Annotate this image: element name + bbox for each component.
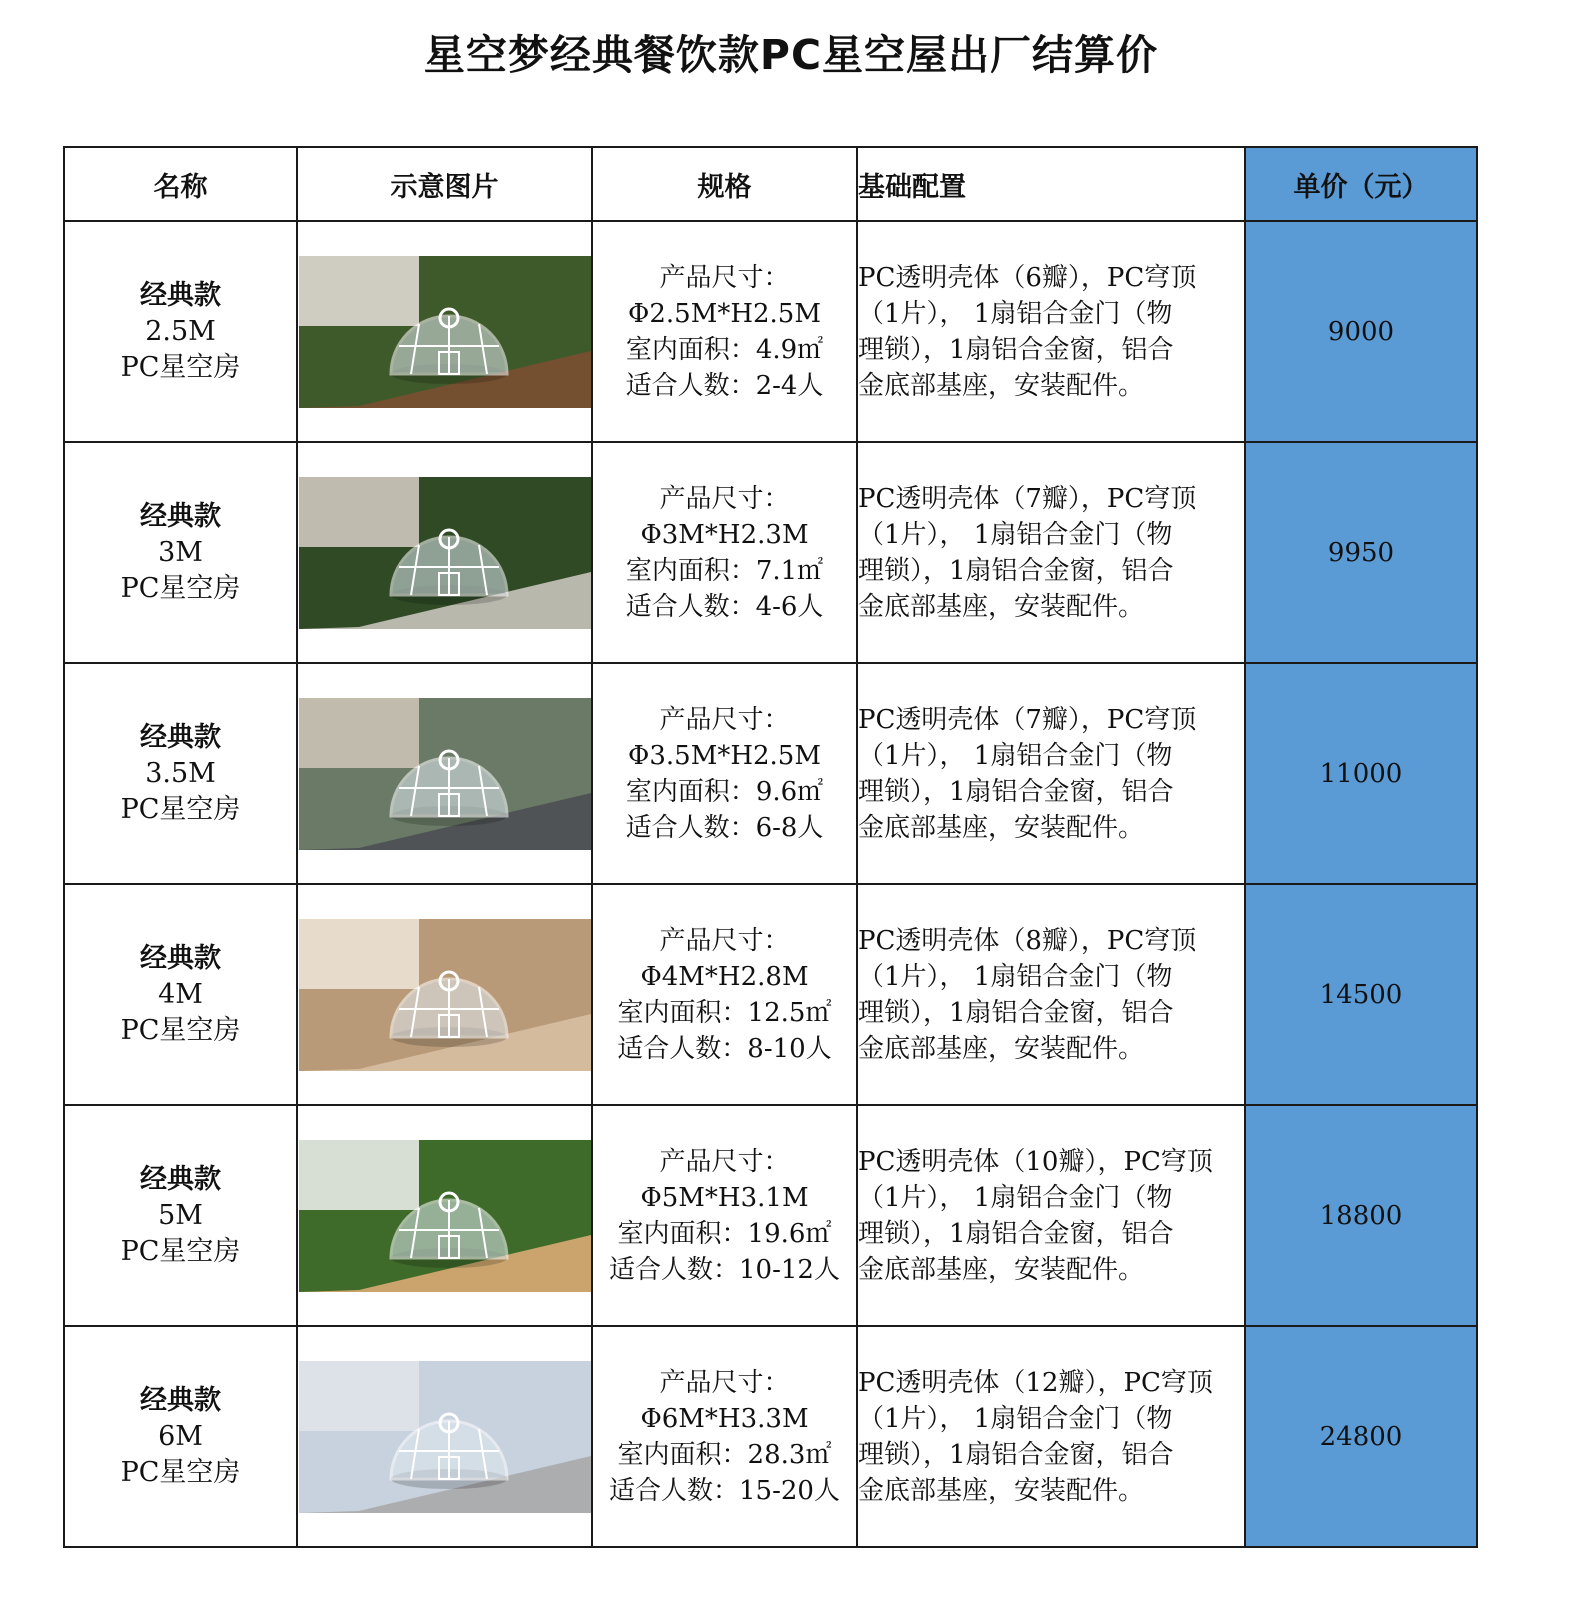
config-line: 理锁），1扇铝合金窗，铝合: [858, 997, 1174, 1028]
config-line: 金底部基座，安装配件。: [858, 370, 1145, 401]
product-config: [857, 884, 1245, 1105]
config-line: 理锁），1扇铝合金窗，铝合: [858, 1218, 1174, 1249]
config-line: PC透明壳体（7瓣），PC穹顶: [858, 483, 1197, 514]
product-name: [64, 663, 297, 884]
table-row: [64, 221, 1477, 442]
product-name: [64, 221, 297, 442]
table-header-row: [64, 147, 1477, 221]
product-name-line: 2.5M: [145, 315, 216, 347]
product-spec: [592, 663, 857, 884]
product-config: [857, 1105, 1245, 1326]
price-table: [63, 146, 1478, 1548]
product-name-line: PC星空房: [120, 1014, 241, 1046]
spec-line: Φ4M*H2.8M: [640, 961, 809, 992]
table-row: [64, 1105, 1477, 1326]
product-name-line: PC星空房: [120, 793, 241, 825]
product-name-line: 经典款: [140, 500, 221, 532]
product-photo-cell: [297, 442, 592, 663]
product-config: [857, 442, 1245, 663]
product-spec: [592, 221, 857, 442]
product-name-line: PC星空房: [120, 351, 241, 383]
product-price: 11000: [1245, 663, 1477, 884]
product-config: [857, 663, 1245, 884]
config-line: （1片）， 1扇铝合金门（物: [858, 1182, 1173, 1213]
config-line: 理锁），1扇铝合金窗，铝合: [858, 1439, 1174, 1470]
spec-line: 产品尺寸：: [659, 483, 790, 514]
config-line: 金底部基座，安装配件。: [858, 1254, 1145, 1285]
spec-line: 产品尺寸：: [659, 704, 790, 735]
product-name-line: 5M: [158, 1199, 203, 1231]
page-title: 星空梦经典餐饮款PC星空屋出厂结算价: [423, 31, 1159, 79]
spec-line: Φ3.5M*H2.5M: [628, 740, 821, 771]
spec-line: Φ6M*H3.3M: [640, 1403, 809, 1434]
product-photo-cell: [297, 221, 592, 442]
config-line: （1片）， 1扇铝合金门（物: [858, 519, 1173, 550]
product-price: 9950: [1245, 442, 1477, 663]
dome-photo-icon: [299, 698, 591, 850]
product-photo-cell: [297, 1105, 592, 1326]
spec-line: 室内面积：28.3㎡: [617, 1439, 832, 1470]
spec-line: 产品尺寸：: [659, 262, 790, 293]
spec-line: Φ5M*H3.1M: [640, 1182, 809, 1213]
spec-line: 室内面积：19.6㎡: [617, 1218, 832, 1249]
product-price: 18800: [1245, 1105, 1477, 1326]
config-line: PC透明壳体（8瓣），PC穹顶: [858, 925, 1197, 956]
product-name: [64, 1105, 297, 1326]
config-line: 金底部基座，安装配件。: [858, 812, 1145, 843]
product-price: 9000: [1245, 221, 1477, 442]
header-spec: 规格: [592, 147, 857, 221]
spec-line: 适合人数：15-20人: [609, 1475, 840, 1506]
header-name: 名称: [64, 147, 297, 221]
spec-line: 产品尺寸：: [659, 925, 790, 956]
product-name-line: PC星空房: [120, 1235, 241, 1267]
product-photo-cell: [297, 884, 592, 1105]
product-name-line: 经典款: [140, 721, 221, 753]
config-line: 理锁），1扇铝合金窗，铝合: [858, 776, 1174, 807]
spec-line: 适合人数：2-4人: [625, 370, 824, 401]
config-line: 理锁），1扇铝合金窗，铝合: [858, 334, 1174, 365]
product-photo-cell: [297, 663, 592, 884]
header-image: 示意图片: [297, 147, 592, 221]
dome-photo-icon: [299, 1361, 591, 1513]
config-line: PC透明壳体（7瓣），PC穹顶: [858, 704, 1197, 735]
product-config: [857, 221, 1245, 442]
spec-line: 室内面积：12.5㎡: [617, 997, 832, 1028]
table-row: [64, 1326, 1477, 1547]
product-config: [857, 1326, 1245, 1547]
spec-line: Φ3M*H2.3M: [640, 519, 809, 550]
product-spec: [592, 1326, 857, 1547]
product-name-line: 4M: [158, 978, 203, 1010]
config-line: 理锁），1扇铝合金窗，铝合: [858, 555, 1174, 586]
dome-photo-icon: [299, 919, 591, 1071]
config-line: （1片）， 1扇铝合金门（物: [858, 740, 1173, 771]
product-price: 24800: [1245, 1326, 1477, 1547]
dome-photo-icon: [299, 477, 591, 629]
product-photo-cell: [297, 1326, 592, 1547]
product-spec: [592, 442, 857, 663]
config-line: （1片）， 1扇铝合金门（物: [858, 961, 1173, 992]
spec-line: 室内面积：7.1㎡: [625, 555, 824, 586]
product-spec: [592, 1105, 857, 1326]
product-name-line: PC星空房: [120, 1456, 241, 1488]
spec-line: 室内面积：4.9㎡: [625, 334, 824, 365]
product-name: [64, 442, 297, 663]
config-line: PC透明壳体（12瓣），PC穹顶: [858, 1367, 1213, 1398]
header-config: 基础配置: [857, 147, 1245, 221]
spec-line: 室内面积：9.6㎡: [625, 776, 824, 807]
spec-line: 适合人数：4-6人: [625, 591, 824, 622]
product-name-line: 经典款: [140, 279, 221, 311]
product-name-line: 经典款: [140, 1384, 221, 1416]
product-name-line: 6M: [158, 1420, 203, 1452]
config-line: （1片）， 1扇铝合金门（物: [858, 1403, 1173, 1434]
table-row: [64, 884, 1477, 1105]
spec-line: 产品尺寸：: [659, 1367, 790, 1398]
config-line: （1片）， 1扇铝合金门（物: [858, 298, 1173, 329]
config-line: 金底部基座，安装配件。: [858, 1475, 1145, 1506]
product-name-line: 经典款: [140, 1163, 221, 1195]
config-line: PC透明壳体（10瓣），PC穹顶: [858, 1146, 1213, 1177]
header-price: 单价（元）: [1245, 147, 1477, 221]
product-spec: [592, 884, 857, 1105]
dome-photo-icon: [299, 1140, 591, 1292]
config-line: PC透明壳体（6瓣），PC穹顶: [858, 262, 1197, 293]
table-row: [64, 663, 1477, 884]
dome-photo-icon: [299, 256, 591, 408]
product-name-line: 3M: [158, 536, 203, 568]
spec-line: 适合人数：10-12人: [609, 1254, 840, 1285]
product-name-line: 3.5M: [145, 757, 216, 789]
spec-line: Φ2.5M*H2.5M: [628, 298, 821, 329]
table-row: [64, 442, 1477, 663]
config-line: 金底部基座，安装配件。: [858, 1033, 1145, 1064]
spec-line: 适合人数：8-10人: [617, 1033, 832, 1064]
product-name-line: 经典款: [140, 942, 221, 974]
spec-line: 产品尺寸：: [659, 1146, 790, 1177]
config-line: 金底部基座，安装配件。: [858, 591, 1145, 622]
product-price: 14500: [1245, 884, 1477, 1105]
spec-line: 适合人数：6-8人: [625, 812, 824, 843]
product-name: [64, 1326, 297, 1547]
product-name-line: PC星空房: [120, 572, 241, 604]
product-name: [64, 884, 297, 1105]
